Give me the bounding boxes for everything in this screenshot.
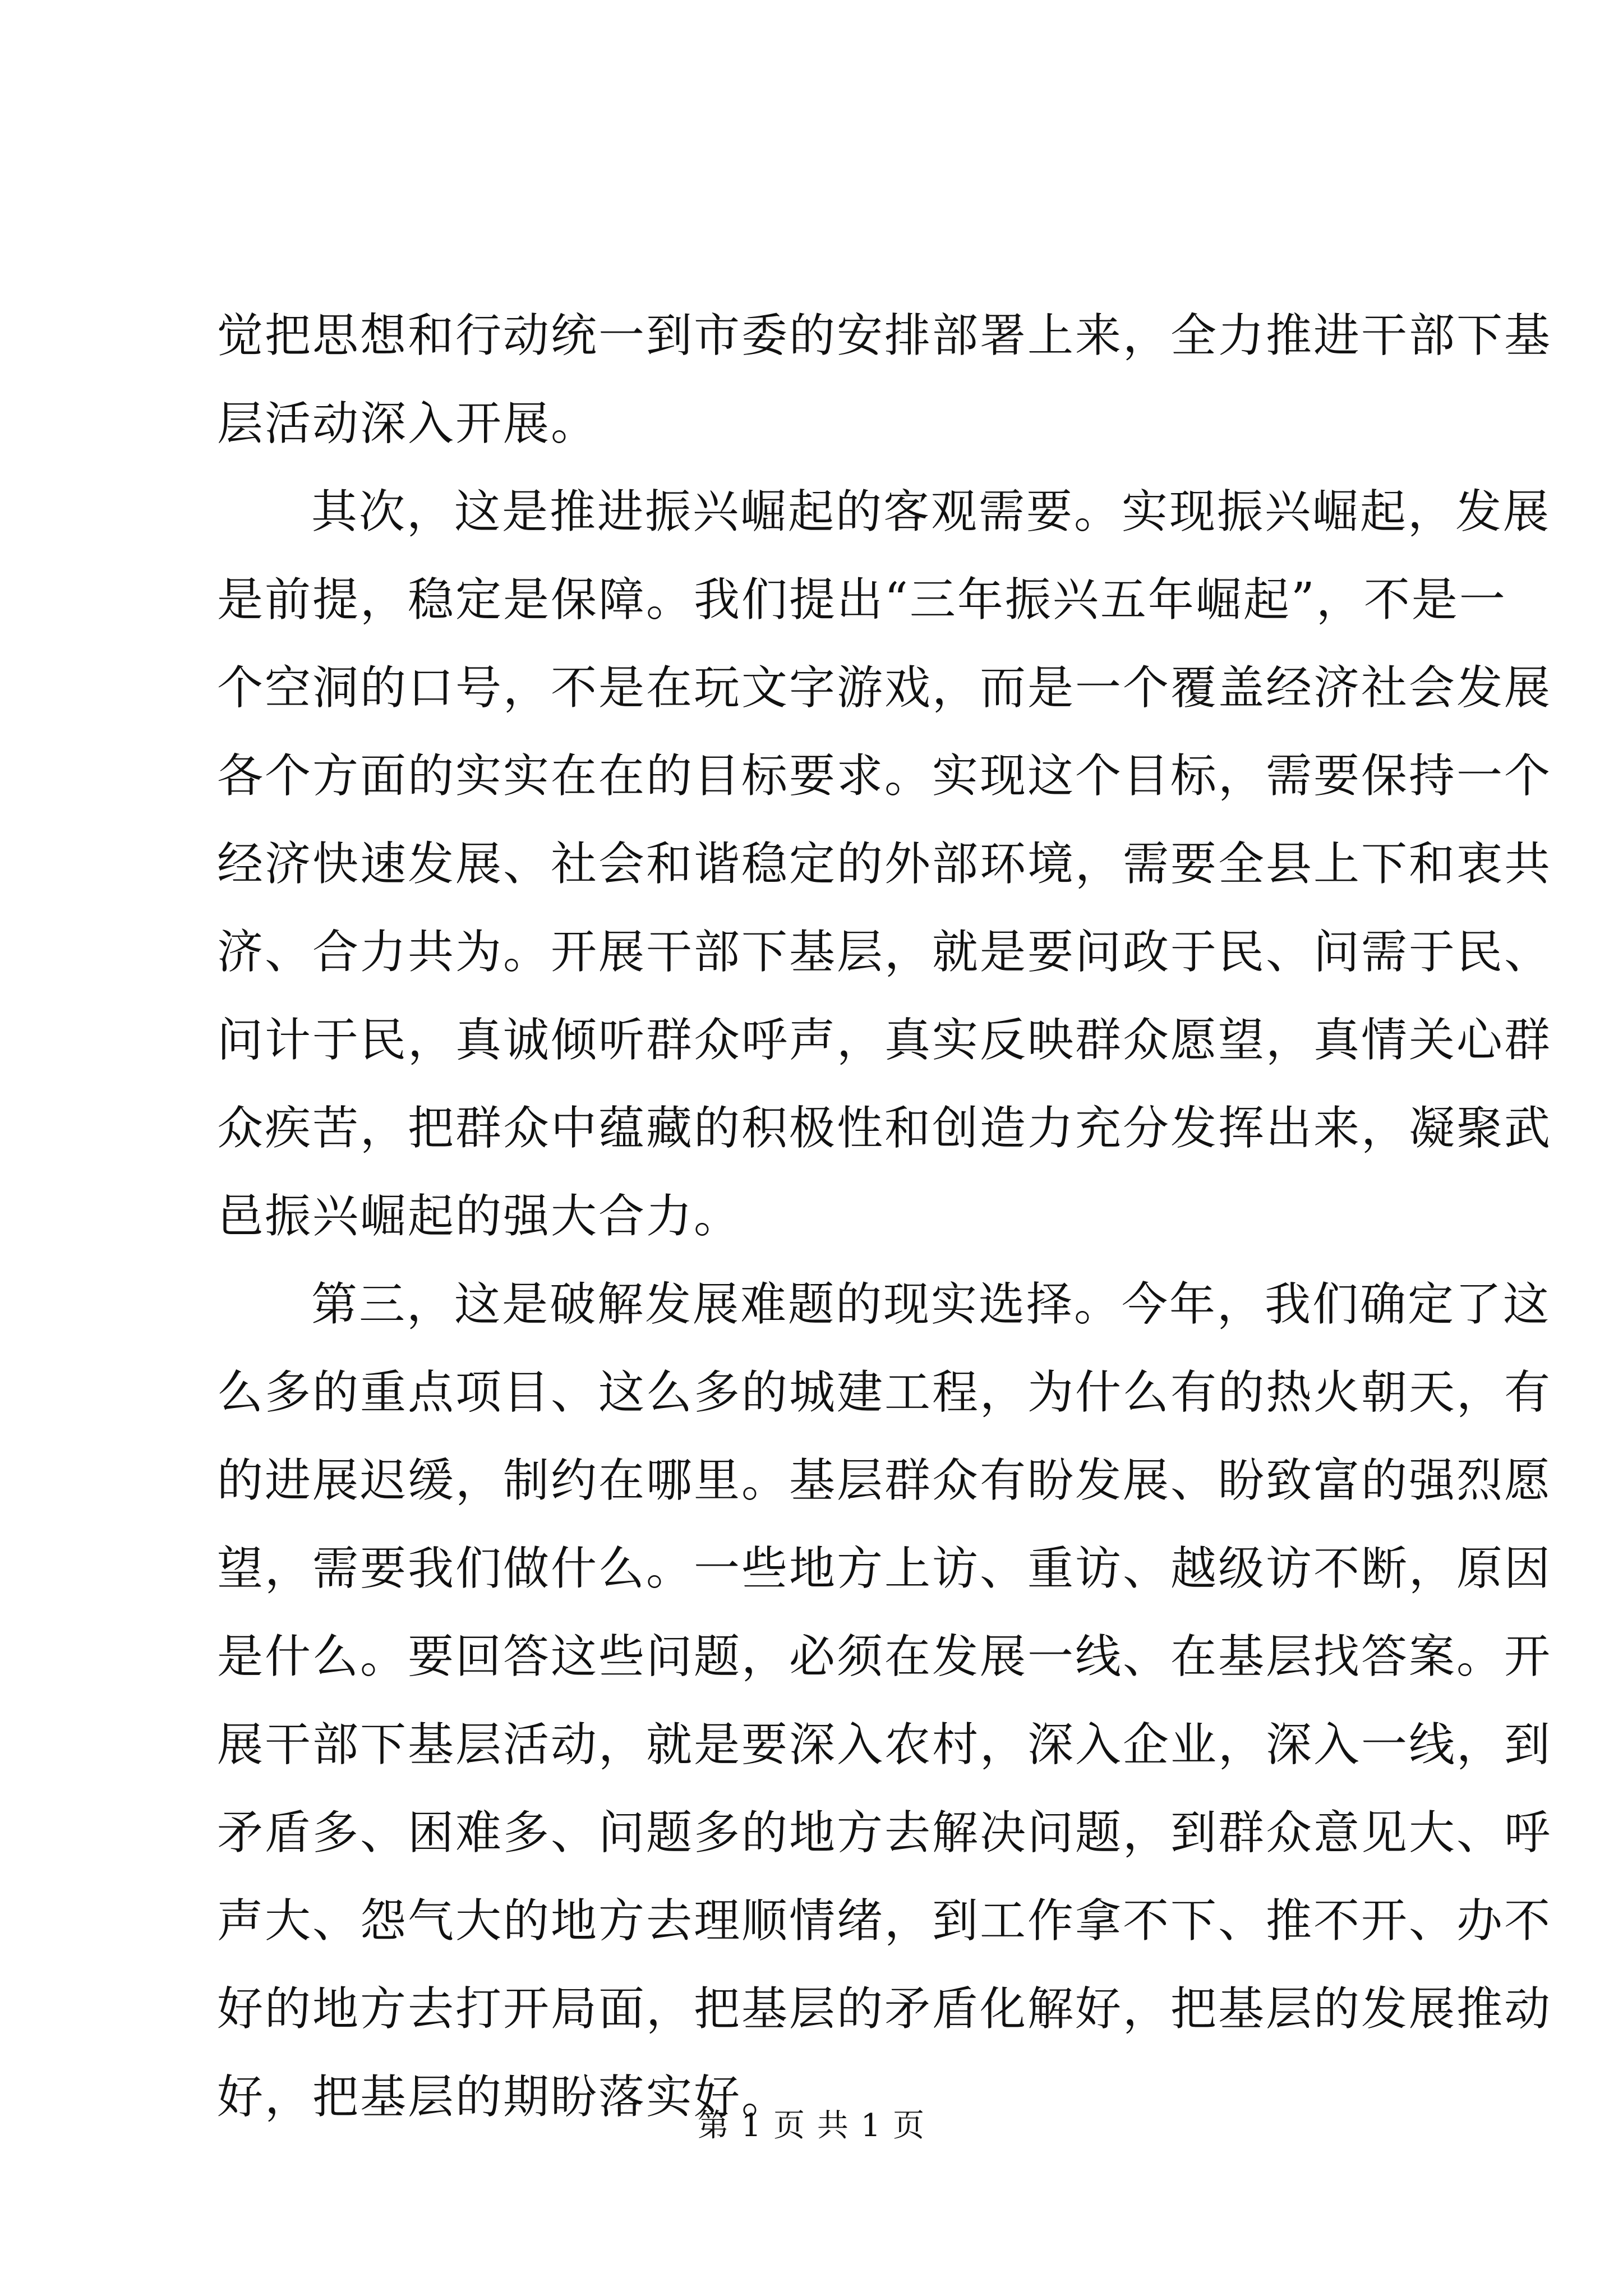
text-line: 声大、怨气大的地方去理顺情绪，到工作拿不下、推不开、办不 bbox=[217, 1894, 1552, 1948]
text-line: 众疾苦，把群众中蕴藏的积极性和创造力充分发挥出来，凝聚武 bbox=[217, 1102, 1552, 1155]
text-line: 个空洞的口号，不是在玩文字游戏，而是一个覆盖经济社会发展 bbox=[217, 661, 1552, 715]
text-line: 第三，这是破解发展难题的现实选择。今年，我们确定了这 bbox=[311, 1278, 1551, 1331]
text-line: 的进展迟缓，制约在哪里。基层群众有盼发展、盼致富的强烈愿 bbox=[217, 1454, 1552, 1507]
text-line: 是什么。要回答这些问题，必须在发展一线、在基层找答案。开 bbox=[217, 1630, 1552, 1683]
text-line: 问计于民，真诚倾听群众呼声，真实反映群众愿望，真情关心群 bbox=[217, 1014, 1552, 1067]
text-line: 经济快速发展、社会和谐稳定的外部环境，需要全县上下和衷共 bbox=[217, 838, 1552, 891]
page-footer: 第 1 页 共 1 页 bbox=[697, 2108, 926, 2144]
document-body bbox=[217, 292, 1552, 2141]
text-line: 觉把思想和行动统一到市委的安排部署上来，全力推进干部下基 bbox=[217, 309, 1552, 362]
text-line: 层活动深入开展。 bbox=[217, 397, 599, 450]
text-line: 是前提，稳定是保障。我们提出“三年振兴五年崛起”，不是一 bbox=[217, 573, 1507, 627]
text-line: 其次，这是推进振兴崛起的客观需要。实现振兴崛起，发展 bbox=[311, 485, 1551, 539]
text-line: 济、合力共为。开展干部下基层，就是要问政于民、问需于民、 bbox=[217, 926, 1552, 979]
text-line: 矛盾多、困难多、问题多的地方去解决问题，到群众意见大、呼 bbox=[217, 1806, 1552, 1860]
text-line: 望，需要我们做什么。一些地方上访、重访、越级访不断，原因 bbox=[217, 1542, 1552, 1595]
text-line: 各个方面的实实在在的目标要求。实现这个目标，需要保持一个 bbox=[217, 749, 1552, 803]
text-line: 邑振兴崛起的强大合力。 bbox=[217, 1190, 742, 1243]
text-line: 好的地方去打开局面，把基层的矛盾化解好，把基层的发展推动 bbox=[217, 1982, 1552, 2036]
text-line: 好，把基层的期盼落实好。 bbox=[217, 2070, 790, 2124]
text-line: 展干部下基层活动，就是要深入农村，深入企业，深入一线，到 bbox=[217, 1718, 1552, 1772]
text-line: 么多的重点项目、这么多的城建工程，为什么有的热火朝天，有 bbox=[217, 1366, 1552, 1419]
